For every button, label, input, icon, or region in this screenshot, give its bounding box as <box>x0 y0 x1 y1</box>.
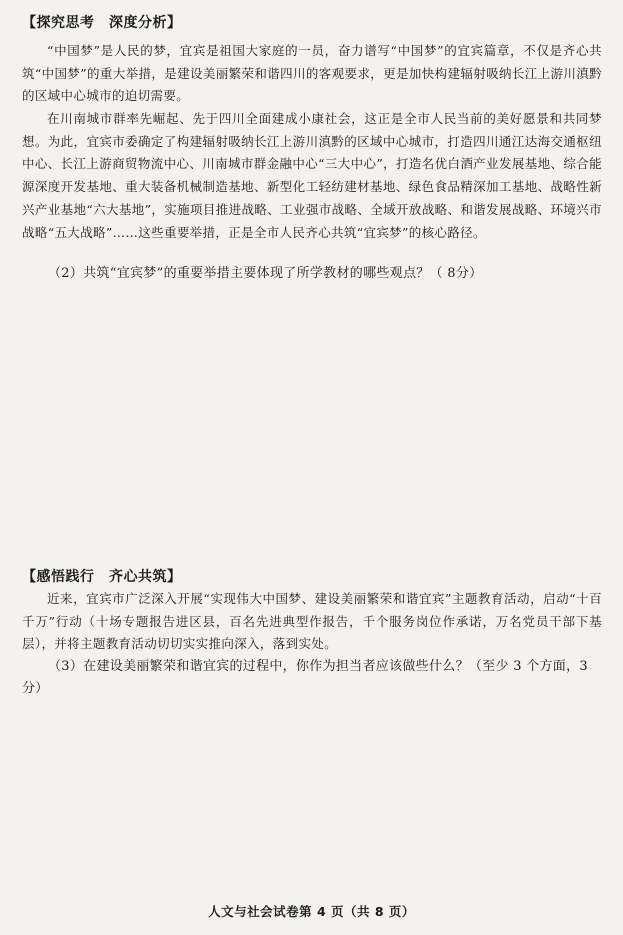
question-2: （2）共筑“宜宾梦”的重要举措主要体现了所学教材的哪些观点？（ 8分） <box>48 266 483 281</box>
section-heading-practice: 【感悟践行 齐心共筑】 <box>22 569 182 585</box>
section1-paragraph-2: 在川南城市群率先崛起、先于四川全面建成小康社会，这正是全市人民当前的美好愿景和共同梦想。为此，宜宾市委确定了构建辐射吸纳长江上游川滇黔的区域中心城市，打造四川通江达海交通枢纽中心、长江上游商贸物流中心、川南城市群金融中心“三大中心”，打造名优白酒产业发展基地、综合能源深度开发基地、重大装备机械制造基地、新型化工轻纺建材基地、绿色食品精深加工基地、战略性新兴产业基地“六大基地”，实施项目推进战略、工业强市战略、全域开放战略、和谐发展战略、环境兴市战略“五大战略”……这些重要举措，正是全市人民齐心共筑“宜宾梦”的核心路径。 <box>22 111 602 240</box>
section1-paragraph-1: “中国梦”是人民的梦，宜宾是祖国大家庭的一员，奋力谱写“中国梦”的宜宾篇章，不仅是齐心共筑“中国梦”的重大举措，是建设美丽繁荣和谐四川的客观要求，更是加快构建辐射吸纳长江上游川滇黔的区域中心城市的迫切需要。 <box>22 43 602 104</box>
question-3: （3）在建设美丽繁荣和谐宜宾的过程中，你作为担当者应该做些什么？（至少 3 个方面，3 分） <box>22 659 588 696</box>
page-footer: 人文与社会试卷第 4 页（共 8 页） <box>208 904 415 919</box>
section-heading-explore: 【探究思考 深度分析】 <box>22 15 182 31</box>
section2-paragraph-1: 近来，宜宾市广泛深入开展“实现伟大中国梦、建设美丽繁荣和谐宜宾”主题教育活动，启动“十百千万”行动（十场专题报告进区县，百名先进典型作报告，千个服务岗位作承诺，万名党员干部下基层），并将主题教育活动切切实实推向深入，落到实处。 <box>22 591 602 652</box>
